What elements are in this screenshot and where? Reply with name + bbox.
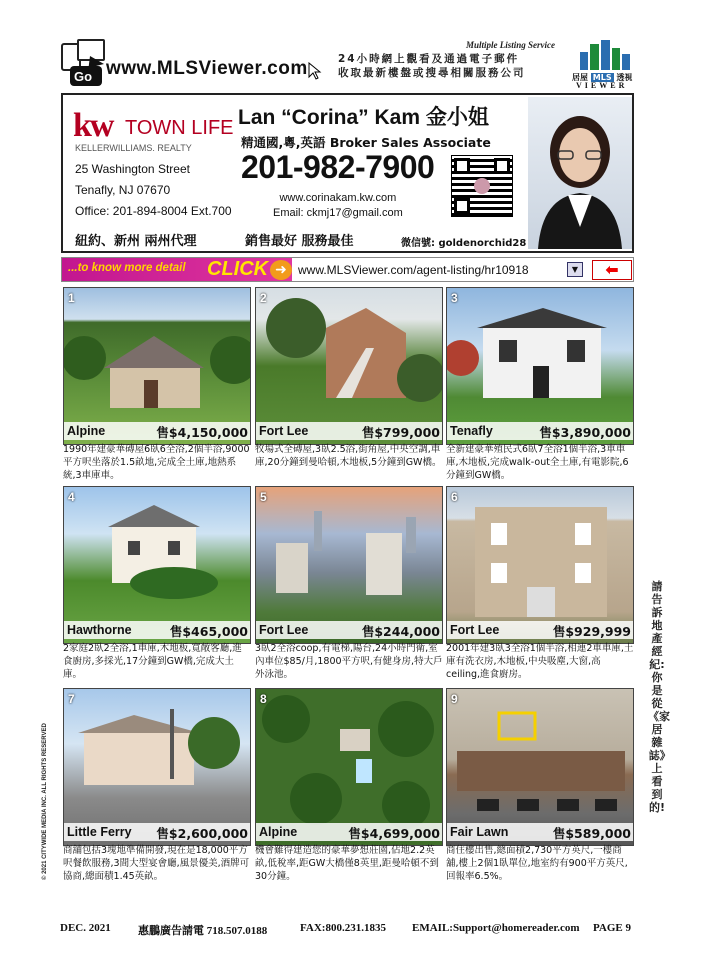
header-cn-line2: 收取最新樓盤或搜尋相關服務公司 bbox=[338, 67, 526, 79]
listing-photo[interactable] bbox=[63, 486, 251, 644]
listing-price: 售$244,000 bbox=[361, 624, 440, 639]
listing-number: 2 bbox=[260, 291, 267, 305]
agent-portrait-icon bbox=[528, 97, 632, 249]
listing-town: Fort Lee bbox=[259, 623, 309, 637]
listing-number: 3 bbox=[451, 291, 458, 305]
agent-name: Lan “Corina” Kam 金小姐 bbox=[238, 106, 489, 129]
listing-price: 售$465,000 bbox=[169, 624, 248, 639]
agent-card bbox=[61, 93, 634, 253]
site-url[interactable]: www.MLSViewer.com bbox=[106, 58, 308, 79]
kw-town-life: TOWN LIFE bbox=[125, 117, 234, 139]
listing-town: Fair Lawn bbox=[450, 825, 509, 839]
listing-description: 3臥2全浴coop,有電梯,陽台,24小時門衛,室內車位$85/月,1800平方呎,有健身房,特大戶外泳池。 bbox=[255, 643, 443, 680]
listing-description: 全新建豪華殖民式6臥7全浴1個半浴,3車車庫,木地板,完成walk-out全土庫,有電影院,6分鐘到GW橋。 bbox=[446, 444, 629, 481]
listing-photo[interactable] bbox=[446, 486, 634, 644]
city-skyline-icon bbox=[572, 38, 642, 72]
click-lead-text: ...to know more detail bbox=[68, 262, 186, 274]
agent-photo bbox=[528, 97, 632, 249]
agent-website[interactable]: www.corinakam.kw.com bbox=[279, 192, 397, 204]
agent-wechat: 微信號: goldenorchid28 bbox=[401, 238, 527, 249]
page-footer bbox=[60, 922, 640, 940]
viewer-cn2: 透視 bbox=[616, 73, 633, 82]
footer-email[interactable]: EMAIL:Support@homereader.com bbox=[412, 922, 580, 934]
listing-description: 機會難得建造您的豪華夢想莊園,佔地2.2英畝,低稅率,距GW大橋僅8英里,距曼哈頓不到30分鐘。 bbox=[255, 845, 439, 882]
copyright-text: © 2021 CITYWIDE MEDIA INC. ALL RIGHTS RESERVED bbox=[42, 723, 48, 880]
listing-price: 售$4,150,000 bbox=[156, 425, 248, 440]
listing-number: 9 bbox=[451, 692, 458, 706]
listing-description: 商舖包括3塊地準備開發,現在是18,000平方呎餐飲服務,3間大型宴會廳,風景優美,酒牌可協商,總面積1.45英畝。 bbox=[63, 845, 250, 882]
listing-photo[interactable] bbox=[255, 688, 443, 846]
listing-price: 售$2,600,000 bbox=[156, 826, 248, 841]
agent-slogan-region: 紐約、新州 兩州代理 bbox=[75, 234, 197, 249]
listing-town: Tenafly bbox=[450, 424, 493, 438]
footer-date: DEC. 2021 bbox=[60, 922, 111, 934]
arrow-right-icon[interactable]: ➜ bbox=[270, 260, 292, 280]
listing-number: 4 bbox=[68, 490, 75, 504]
listing-town: Fort Lee bbox=[450, 623, 500, 637]
go-label: Go bbox=[74, 69, 93, 84]
listing-number: 7 bbox=[68, 692, 75, 706]
back-arrow-icon[interactable]: ⬅ bbox=[592, 260, 632, 280]
side-note: 請告訴地產經紀:你是從《家居雜誌》上看到的! bbox=[648, 580, 670, 814]
kw-mark: kw bbox=[73, 107, 113, 144]
footer-ad-phone: 惠鵬廣告請電 718.507.0188 bbox=[138, 925, 268, 937]
listing-description: 牧場式全磚屋,3臥2.5浴,街角屋,中央空調,車庫,20分鐘到曼哈頓,木地板,5分鐘到GW橋。 bbox=[255, 444, 442, 468]
header-chinese-text bbox=[338, 52, 568, 80]
address-line2: Tenafly, NJ 07670 bbox=[75, 183, 171, 197]
agent-phone[interactable]: 201-982-7900 bbox=[241, 149, 435, 185]
agent-address bbox=[75, 159, 232, 222]
listing-town: Little Ferry bbox=[67, 825, 132, 839]
listing-number: 5 bbox=[260, 490, 267, 504]
kw-subtitle: KELLERWILLIAMS. REALTY bbox=[75, 143, 192, 153]
listing-town: Hawthorne bbox=[67, 623, 132, 637]
listing-town: Fort Lee bbox=[259, 424, 309, 438]
listing-photo[interactable] bbox=[446, 688, 634, 846]
site-header bbox=[60, 38, 640, 90]
viewer-cn: 居屋 bbox=[572, 73, 588, 82]
listing-number: 6 bbox=[451, 490, 458, 504]
listing-number: 1 bbox=[68, 291, 75, 305]
cursor-icon bbox=[308, 62, 322, 80]
agent-languages: 精通國,粵,英語 Broker Sales Associate bbox=[241, 135, 491, 150]
agent-slogan-service: 銷售最好 服務最佳 bbox=[245, 234, 354, 249]
click-bar[interactable] bbox=[61, 257, 634, 282]
footer-fax: FAX:800.231.1835 bbox=[300, 922, 386, 934]
dropdown-icon[interactable]: ▼ bbox=[567, 262, 583, 277]
listing-town: Alpine bbox=[67, 424, 106, 438]
listing-photo[interactable] bbox=[255, 287, 443, 445]
listing-photo[interactable] bbox=[255, 486, 443, 644]
address-line1: 25 Washington Street bbox=[75, 162, 190, 176]
listing-photo[interactable] bbox=[63, 688, 251, 846]
copyright-vertical bbox=[40, 700, 54, 880]
listing-description: 1990年建豪華磚屋6臥6全浴,2個半浴,9000平方呎坐落於1.5畝地,完成全土庫,地熱系統,3車庫車。 bbox=[63, 444, 250, 481]
click-label: CLICK bbox=[207, 258, 269, 280]
kw-logo bbox=[73, 107, 234, 153]
agent-email[interactable]: Email: ckmj17@gmail.com bbox=[273, 207, 403, 219]
office-phone: Office: 201-894-8004 Ext.700 bbox=[75, 204, 232, 218]
qr-code-icon[interactable] bbox=[451, 155, 513, 217]
footer-page: PAGE 9 bbox=[593, 922, 631, 934]
mls-service-label: Multiple Listing Service bbox=[466, 40, 555, 50]
listing-price: 售$929,999 bbox=[552, 624, 631, 639]
viewer-mls: MLS bbox=[592, 73, 612, 82]
header-cn-line1: 24小時網上觀看及通過電子郵件 bbox=[338, 53, 520, 65]
agent-listing-url[interactable]: www.MLSViewer.com/agent-listing/hr10918 bbox=[298, 263, 529, 277]
viewer-logo bbox=[572, 38, 642, 90]
listing-photo[interactable] bbox=[63, 287, 251, 445]
listing-price: 售$589,000 bbox=[552, 826, 631, 841]
listing-photo[interactable] bbox=[446, 287, 634, 445]
listing-town: Alpine bbox=[259, 825, 298, 839]
listing-price: 售$3,890,000 bbox=[539, 425, 631, 440]
viewer-en: VIEWER bbox=[576, 81, 628, 90]
click-banner[interactable] bbox=[62, 258, 292, 281]
listing-description: 商住樓出售,總面積2,730平方英尺,一樓商舖,樓上2個1臥單位,地室約有900平方英尺,回報率6.5%。 bbox=[446, 845, 628, 882]
agent-contact bbox=[273, 191, 403, 221]
listing-description: 2家庭2臥2全浴,1車庫,木地板,寬敞客廳,進食廚房,多採光,17分鐘到GW橋,完成大土庫。 bbox=[63, 643, 242, 680]
listing-description: 2001年建3臥3全浴1個半浴,相連2車車庫,土庫有洗衣房,木地板,中央吸塵,大窗,高ceiling,進食廚房。 bbox=[446, 643, 634, 680]
listing-number: 8 bbox=[260, 692, 267, 706]
listing-price: 售$4,699,000 bbox=[348, 826, 440, 841]
listing-price: 售$799,000 bbox=[361, 425, 440, 440]
